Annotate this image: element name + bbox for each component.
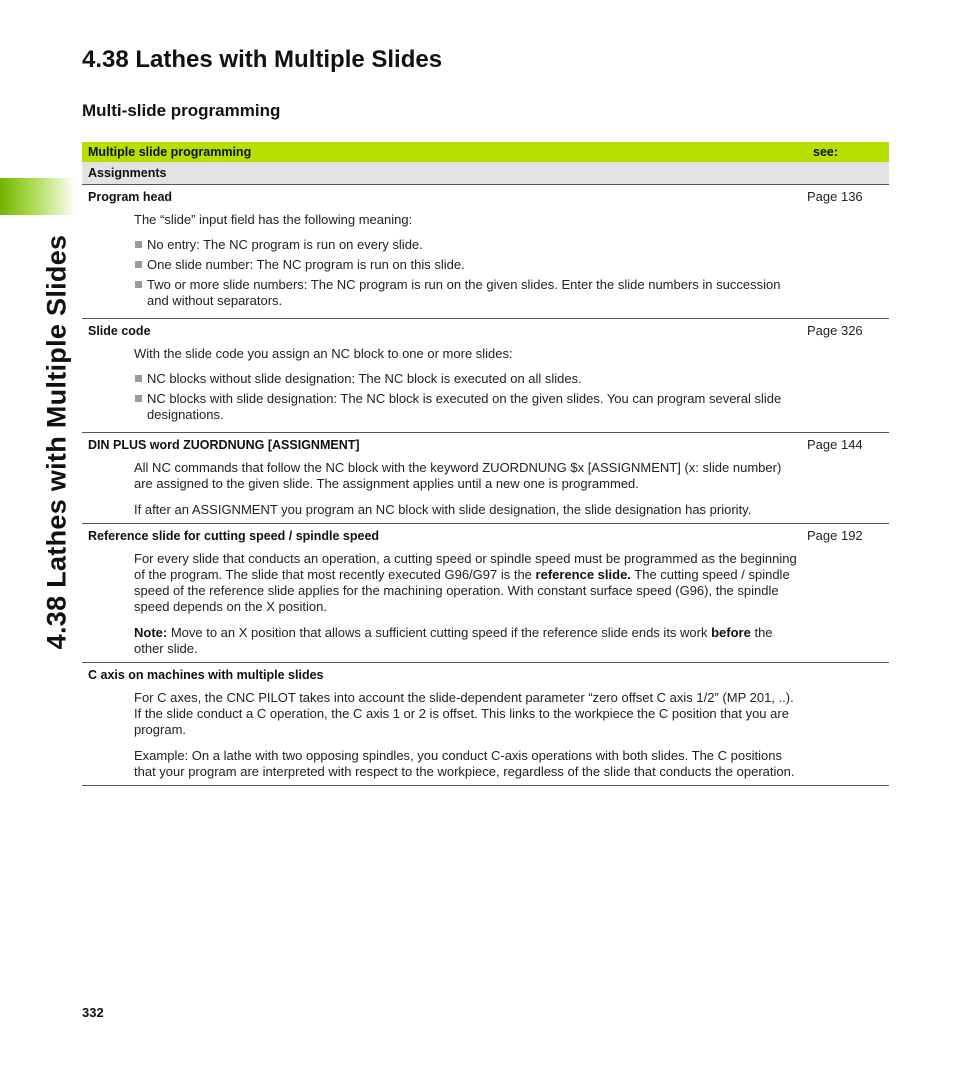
page-reference: Page 144 — [807, 437, 863, 452]
entry-title: C axis on machines with multiple slides — [88, 668, 324, 682]
section-title: Multi-slide programming — [82, 101, 281, 120]
entry-title: Slide code — [88, 324, 151, 338]
entry-title: Program head — [88, 190, 173, 204]
table-row — [82, 319, 889, 433]
table-row — [82, 185, 889, 319]
page-reference: Page 192 — [807, 528, 863, 543]
list-item: One slide number: The NC program is run on this slide. — [134, 257, 799, 273]
table-row — [82, 433, 889, 524]
entry-title: DIN PLUS word ZUORDNUNG [ASSIGNMENT] — [88, 438, 360, 452]
page-reference: Page 326 — [807, 323, 863, 338]
entry-paragraph: If after an ASSIGNMENT you program an NC block with slide designation, the slide designation has priority. — [134, 502, 752, 517]
subheading-label: Assignments — [88, 166, 167, 180]
page-number: 332 — [82, 1005, 104, 1020]
emphasis-text: before — [711, 625, 751, 640]
table-row — [82, 663, 889, 786]
entry-paragraph: For C axes, the CNC PILOT takes into account the slide-dependent parameter “zero offset C axis 1/2” (MP 201, ..). If the slide conduct a C operation, the C axis 1 or 2 is offset. This links to the workpiece the C position that you are program. — [134, 690, 794, 737]
list-item: NC blocks without slide designation: The NC block is executed on all slides. — [134, 371, 799, 387]
chapter-title: 4.38 Lathes with Multiple Slides — [82, 46, 443, 73]
side-chapter-label: 4.38 Lathes with Multiple Slides — [41, 234, 72, 650]
note-text: the other slide. — [134, 625, 773, 656]
entry-paragraph: Example: On a lathe with two opposing spindles, you conduct C-axis operations with both slides. The C positions that your program are interpreted with respect to the workpiece, regardless of the slide that conducts the operation. — [134, 748, 795, 779]
note-text: Move to an X position that allows a sufficient cutting speed if the reference slide ends its work — [167, 625, 712, 640]
note-paragraph — [134, 625, 799, 657]
reference-table — [82, 142, 889, 786]
bullet-list — [134, 237, 799, 309]
entry-paragraph: All NC commands that follow the NC block with the keyword ZUORDNUNG $x [ASSIGNMENT] (x: slide number) are assigned to the given slide. The assignment applies until a new one is programmed. — [134, 460, 782, 491]
table-subheading — [82, 162, 889, 185]
list-item: No entry: The NC program is run on every slide. — [134, 237, 799, 253]
entry-paragraph — [134, 551, 799, 615]
entry-intro: With the slide code you assign an NC block to one or more slides: — [134, 346, 513, 361]
entry-intro: The “slide” input field has the following meaning: — [134, 212, 413, 227]
chapter-tab-marker — [0, 178, 75, 215]
page-reference: Page 136 — [807, 189, 863, 204]
entry-title: Reference slide for cutting speed / spindle speed — [88, 529, 380, 543]
list-item: Two or more slide numbers: The NC program is run on the given slides. Enter the slide numbers in succession and without separators. — [134, 277, 799, 309]
paragraph-text: For every slide that conducts an operation, a cutting speed or spindle speed must be programmed as the beginning of the program. The slide that most recently executed G96/G97 is the — [134, 551, 797, 582]
bullet-list — [134, 371, 799, 423]
table-header-label: Multiple slide programming — [88, 145, 252, 159]
table-row — [82, 524, 889, 663]
list-item: NC blocks with slide designation: The NC block is executed on the given slides. You can program several slide designations. — [134, 391, 799, 423]
table-header-row — [82, 142, 889, 162]
paragraph-text: The cutting speed / spindle speed of the reference slide applies for the machining operation. With constant surface speed (G96), the spindle speed depends on the X position. — [134, 567, 790, 614]
table-header-see: see: — [813, 145, 839, 159]
note-label: Note: — [134, 625, 168, 640]
emphasis-text: reference slide. — [535, 567, 631, 582]
